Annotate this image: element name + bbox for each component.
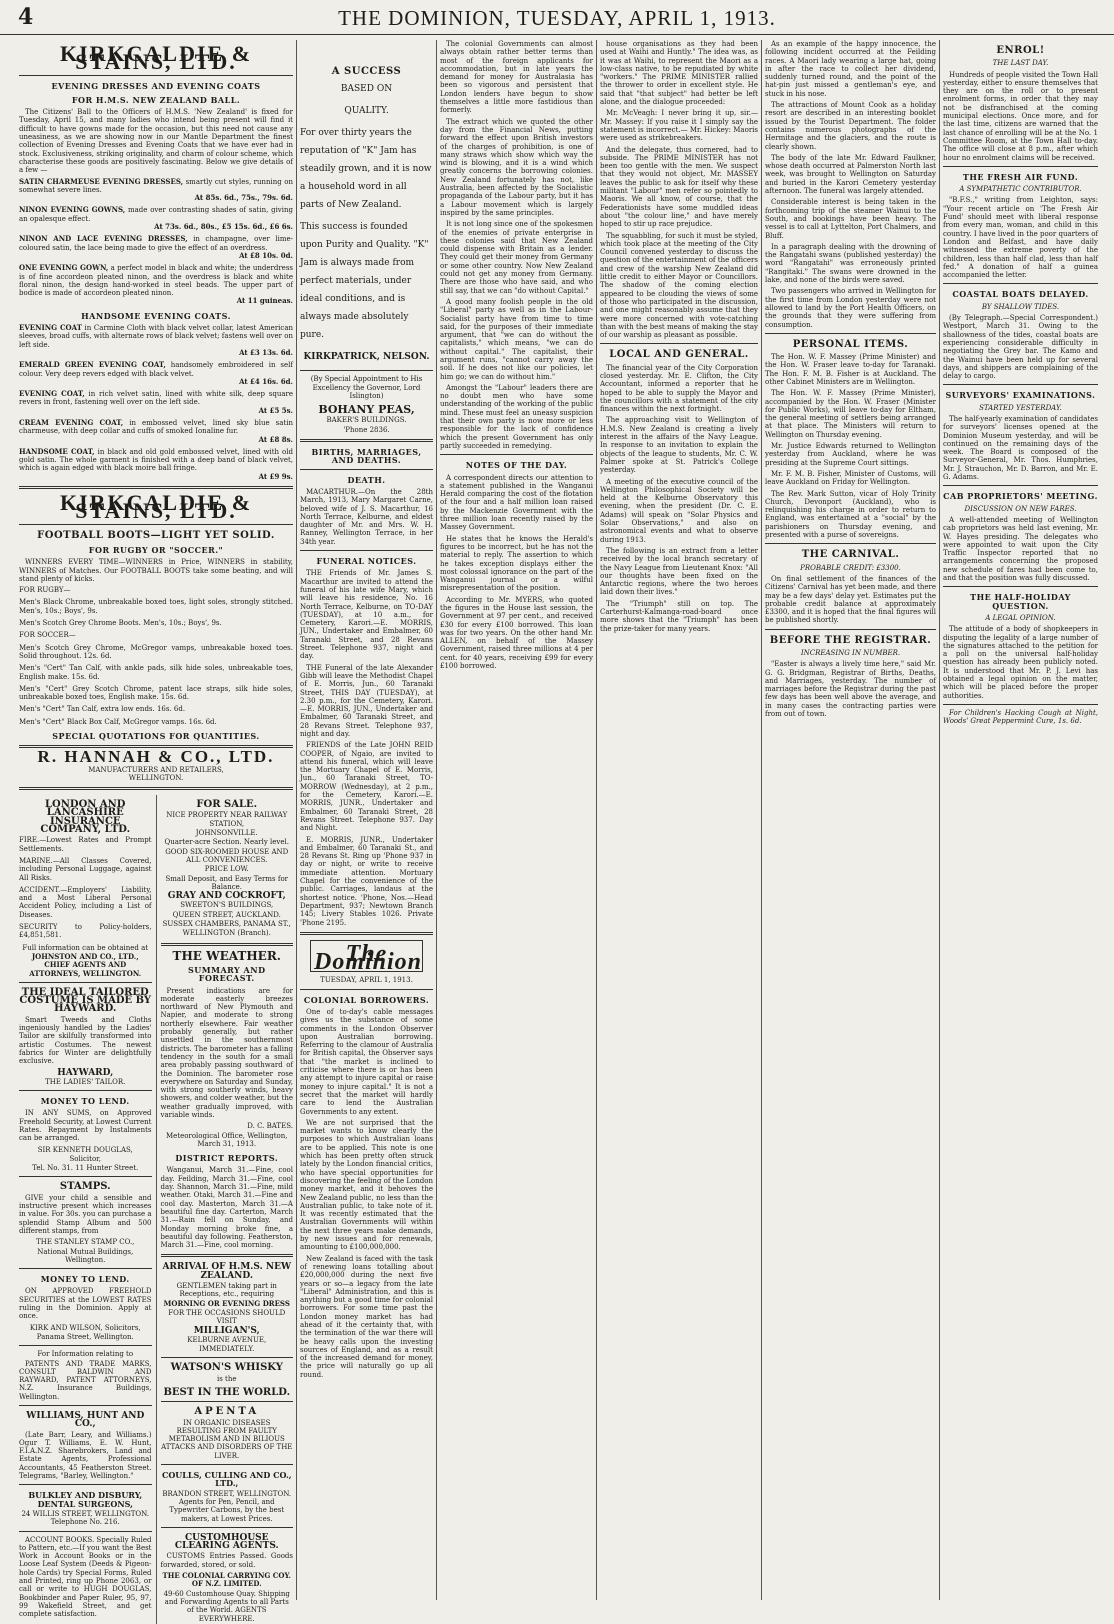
carnival-head: THE CARNIVAL. xyxy=(801,549,900,561)
personal-paragraph: The Rev. Mark Sutton, vicar of Holy Trinity Church, Devonport (Auckland), who is relinquishing his charge in order to return to England, was entertained at a "social" by the parishioners on Thursday evening, and presented with a purse of sovereigns. xyxy=(765,489,936,540)
news-paragraph: Two passengers who arrived in Wellington for the first time from London yesterday were not allowed to land by the Port Health Officers, on the grounds that they were suffering from consumption. xyxy=(765,287,936,329)
list-item: MARINE.—All Classes Covered, including Personal Luggage, against All Risks. xyxy=(19,856,152,882)
for-sale-line: Small Deposit, and Easy Terms for Balance. xyxy=(165,874,289,891)
list-item: ONE EVENING GOWN, a perfect model in black and white; the underdress is of fine accordeon pleated ninon, and the overdress is black and white floral ninon, the design hand-worked in steel beads. The upper part of bodice is made of accordeon pleated ninon. At 11 guineas. xyxy=(19,263,294,306)
dominion-masthead xyxy=(310,940,423,976)
hannah-heading: R. HANNAH & CO., LTD. xyxy=(37,747,275,767)
hannah-line: WELLINGTON. xyxy=(128,773,184,782)
jam-ad-line: QUALITY. xyxy=(344,106,389,117)
arrival-line: GENTLEMEN taking part in Receptions, etc., requiring xyxy=(176,1282,277,1299)
news-paragraph: Mr. McVeagh: I never bring it up, sir.— Mr. Massey: If you raise it I simply say the statement is incorrect.— Mr. Hickey: Maoris were used as strikebreakers. xyxy=(600,109,758,143)
news-paragraph: The body of the late Mr. Edward Faulkner, whose death occurred at Palmerston North last week, was brought to Wellington on Saturday and buried in the Karori Cemetery yesterday afternoon. The funeral was largely attended. xyxy=(765,153,936,196)
coats-subhead: HANDSOME EVENING COATS. xyxy=(81,310,231,321)
london-lancashire-head: LONDON AND LANCASHIRE INSURANCE COMPANY, LTD. xyxy=(40,799,131,836)
funeral-notice: FRIENDS of the Late JOHN REID COOPER, of Ngaio, are invited to attend his funeral, which will leave the Mortuary Chapel of E. Morris, Jun., 60 Taranaki Street, TO-MORROW (Wednesday), at 2 p.m., for the Cemetery, Karori.—E. MORRIS, JUNR., Undertaker and Embalmer, 60 Taranaki Street, 28 Revans Street. Telephone 937. Day and Night. xyxy=(300,741,433,833)
list-item: SECURITY to Policy-holders, £4,851,581. xyxy=(19,923,152,940)
for-sale-line: GRAY AND COCKROFT, xyxy=(167,891,286,902)
registrar-sub: INCREASING IN NUMBER. xyxy=(800,649,901,657)
notes-paragraph: According to Mr. MYERS, who quoted the figures in the House last session, the Government at 97 per cent., and received £30 for every £100 borrowed. This loan was for two years. On the other hand Mr. ALLEN, on behalf of the Massey Government, raised three millions at 4 per cent. for 40 years, receiving £99 for every £100 borrowed. xyxy=(440,595,593,671)
death-notice: MACARTHUR.—On the 28th March, 1913, Mary Margaret Carne, beloved wife of J. S. Macarthur, 16 North Terrace, Kelburne, and eldest daughter of Mr. and Mrs. W. H. Ranney, Wellington Terrace, in her 34th year. xyxy=(300,487,433,546)
special-quotations: SPECIAL QUOTATIONS FOR QUANTITIES. xyxy=(52,731,260,741)
list-item: Men's "Cert" Black Box Calf, McGregor vamps. 16s. 6d. xyxy=(19,717,217,726)
notes-paragraph: He states that he knows the Herald's figures to be incorrect, but he has not the material to reply. The assertion to which he takes exception displays either the most colossal ignorance on the part of the Wanganui journal or a wilful misrepresentation of the position. xyxy=(440,534,593,593)
arrival-head: ARRIVAL OF H.M.S. NEW ZEALAND. xyxy=(162,1262,292,1281)
death-head: DEATH. xyxy=(347,474,386,485)
editorial-paragraph: One of to-day's cable messages gives us the substance of some comments in the London Observer upon Australian borrowing. Referring to the clamour of Australia for British capital, the Observer says that "the market is inclined to criticise where there is or has been any attempt to injure capital or raise money to injure capital." It is not a secret that the market will hardly care to lend the Australian Governments to any extent. xyxy=(300,1008,433,1116)
news-paragraph: Considerable interest is being taken in the forthcoming trip of the steamer Wainui to the South, and bookings have been heavy. The vessel is to call at Lyttelton, Port Chalmers, and Bluff. xyxy=(765,198,936,240)
patents-intro: For Information relating to xyxy=(37,1350,134,1359)
list-item: CREAM EVENING COAT, in embossed velvet, lined sky blue satin charmeuse, with deep collar and cuffs of smoked Ionaline fur. At £8 8s. xyxy=(19,417,294,444)
surveyors-head: SURVEYORS' EXAMINATIONS. xyxy=(945,390,1096,401)
list-item: EVENING COAT in Carmine Cloth with black velvet collar, latest American sleeves, broad cuffs, with alternate rows of black velvet; fastens well over on left side. At £3 13s. 6d. xyxy=(19,323,294,357)
list-item: HANDSOME COAT, in black and old gold embossed velvet, lined with old gold satin. The whole garment is finished with a deep band of black velvet, which is again edged with black moire ball fringe. At £9 9s. xyxy=(19,446,293,481)
for-sale-line: JOHNSONVILLE. xyxy=(195,829,258,838)
news-paragraph: In a paragraph dealing with the drowning of the Rangatahi swans (published yesterday) the word "Rangatahi" was erroneously printed "Rangitaki." The swans were drowned in the lake, and none of the birds were saved. xyxy=(765,242,936,285)
watson-line: WATSON'S WHISKY xyxy=(170,1362,283,1374)
district-body: Wanganui, March 31.—Fine, cool day. Feilding, March 31.—Fine, cool day. Shannon, March 31.—Fine, mild weather. Otaki, March 31.—Fine and cool day. Masterton, March 31.—A beautiful fine day. Carterton, March 31.—Rain fell on Sunday, and Monday morning broke fine, a beautiful day following. Featherston, March 31.—Fine, cool morning. xyxy=(160,1166,293,1250)
list-item: Men's Black Chrome, unbreakable boxed toes, light soles, strongly stitched. Men's, 10s.; Boys', 9s. xyxy=(19,598,293,615)
account-books-body: ACCOUNT BOOKS. Specially Ruled to Pattern, etc.—If you want the Best Work in Account Books or in the Loose Leaf System (Deeds & Pigeon-hole Cards) try Special Forms, Ruled and Printed, ring up Phone 2063, or call or write to HUGH DOUGLAS, Bookbinder and Paper Ruler, 95, 97, 99 Wakefield Street, and get complete satisfaction. xyxy=(19,1535,152,1619)
dress-list xyxy=(19,178,293,306)
jam-ad-line: KIRKPATRICK, NELSON. xyxy=(303,352,430,363)
money-lend-sub: Solicitor, xyxy=(69,1154,101,1163)
registrar-paragraph: "Easter is always a lively time here," said Mr. G. G. Bridgman, Registrar of Births, Deaths, and Marriages, yesterday. The number of marriages before the Registrar during the past few days has been well above the average, and in many cases the contracting parties were from out of town. xyxy=(765,660,936,719)
money-lend-body: IN ANY SUMS, on Approved Freehold Security, at Lowest Current Rates. Repayment by Instalments can be arranged. xyxy=(19,1109,152,1143)
list-item: Men's "Cert" Tan Calf, extra low ends. 16s. 6d. xyxy=(19,705,186,714)
column-personal xyxy=(761,40,939,1600)
list-item: Men's "Cert" Grey Scotch Chrome, patent lace straps, silk hide soles, unbreakable boxed toes, English make. 15s. 6d. xyxy=(19,684,293,702)
registrar-head: BEFORE THE REGISTRAR. xyxy=(769,634,932,646)
column-notices xyxy=(296,40,436,1600)
money-lend-2-addr: Panama Street, Wellington. xyxy=(36,1332,134,1341)
for-sale-head: FOR SALE. xyxy=(196,799,258,811)
list-item: NINON AND LACE EVENING DRESSES, in champagne, over lime-coloured satin, the lace being made to give the effect of an overdress. At £8 10s. 0d. xyxy=(19,234,293,260)
arrival-line: MILLIGAN'S, xyxy=(193,1325,260,1336)
news-paragraph: The squabbling, for such it must be styled, which took place at the meeting of the City Council convened yesterday to discuss the question of the entertainment of the officers and crew of the warship New Zealand did little credit to either Mayor or Councillors. The shadow of the coming election appeared to be clouding the views of some of those who participated in the discussion, and one might reasonably assume that they were more concerned with vote-catching than with the best means of making the stay of our warship as pleasant as possible. xyxy=(600,231,758,340)
money-lend-head: MONEY TO LEND. xyxy=(40,1096,130,1107)
coat-list xyxy=(19,324,293,481)
williams-head: WILLIAMS, HUNT AND CO., xyxy=(26,1411,145,1430)
weather-office: Meteorological Office, Wellington, March 31, 1913. xyxy=(166,1131,288,1148)
jam-ad-line: For over thirty years the reputation of "K" Jam has steadily grown, and it is now a household word in all parts of New Zealand. xyxy=(300,128,432,211)
kirkcaldie-heading: KIRKCALDIE & STAINS, LTD. xyxy=(59,41,253,75)
stamps-name: THE STANLEY STAMP CO., xyxy=(36,1238,135,1247)
customhouse-body: CUSTOMS Entries Passed. Goods forwarded, stored, or sold. xyxy=(160,1552,293,1569)
surveyors-paragraph: The half-yearly examination of candidates for surveyors' licenses opened at the Dominion Museum yesterday, and will be continued on the remaining days of the week. The Board is composed of the Surveyor-General, Mr. Thos. Humphries, Mr. J. Strauchon, Mr. D. Barron, and Mr. E. G. Adams. xyxy=(943,414,1098,482)
arrival-line: IMMEDIATELY. xyxy=(199,1345,255,1354)
agents-intro: Full information can be obtained at xyxy=(22,943,149,952)
small-ads-left xyxy=(19,795,152,1624)
half-holiday-paragraph: The attitude of a body of shopkeepers in disputing the legality of a large number of the signatures attached to the petition for a poll on the universal half-holiday question has already been publicly noted. It is understood that Mr. P. J. Levi has obtained a legal opinion on the matter, which will be placed before the proper authorities. xyxy=(943,625,1098,700)
list-item: ACCIDENT.—Employers' Liability, and a Most Liberal Personal Accident Policy, including a List of Diseases. xyxy=(19,885,152,919)
bohany-phone: 'Phone 2836. xyxy=(343,425,390,434)
page-number: 4 xyxy=(18,4,34,30)
apenta-body: IN ORGANIC DISEASES RESULTING FROM FAULTY METABOLISM AND IN BILIOUS ATTACKS AND DISORDERS OF THE LIVER. xyxy=(161,1418,293,1460)
notes-paragraph: The "Triumph" still on top. The Carterhurst-Kalmanga-road-board once more shows that the "Triumph" has been the prize-taker for many years. xyxy=(600,599,758,633)
money-lend-2-name: KIRK AND WILSON, Solicitors, xyxy=(29,1323,141,1332)
coastal-head: COASTAL BOATS DELAYED. xyxy=(952,289,1089,300)
funeral-notice: E. MORRIS, JUNR., Undertaker and Embalmer, 60 Taranaki St., and 28 Revans St. Ring up 'Phone 937 in day or night, or write to receive immediate attention. Mortuary Chapel for the convenience of the public. Carriages, landaus at the shortest notice. 'Phone, Nos.—Head Department, 937; Newtown Branch 145; Livery Stables 1026. Private 'Phone 2195. xyxy=(300,835,433,927)
carnival-sub: PROBABLE CREDIT: £3300. xyxy=(800,563,901,572)
weather-signature: D. C. BATES. xyxy=(247,1122,293,1131)
hannah-line: MANUFACTURERS AND RETAILERS, xyxy=(88,765,224,774)
list-item: NINON EVENING GOWNS, made over contrasting shades of satin, giving an opalesque effect. At 73s. 6d., 80s., £5 15s. 6d., £6 6s. xyxy=(19,205,293,232)
list-item: Men's "Cert" Tan Calf, with ankle pads, silk hide soles, unbreakable toes, English make. 15s. 6d. xyxy=(19,664,293,681)
column-editorial xyxy=(436,40,596,1600)
jam-ad-line: BASED ON xyxy=(340,84,393,95)
small-ads xyxy=(19,795,293,1624)
rugby-head: FOR RUGBY— xyxy=(19,586,71,595)
local-paragraph: The financial year of the City Corporation closed yesterday. Mr. E. Clifton, the City Accountant, informed a reporter that he hoped to be able to supply the Mayor and the councillors with a statement of the city finances within the next fortnight. xyxy=(600,363,758,414)
money-lend-addr: Tel. No. 31. 11 Hunter Street. xyxy=(32,1164,139,1173)
for-sale-line: Quarter-acre Section. Nearly level. xyxy=(164,838,289,847)
news-paragraph: And the delegate, thus cornered, had to subside. The PRIME MINISTER has not been too gentle with the men. We suspect that they would not object, Mr. MASSEY leaves the public to ask for itself why these militant "Labour" men refer so pointedly to Maoris. We all know, of course, that the Federationists have some muddled ideas about "the colour line," and have merely hoped to stir up race prejudice. xyxy=(600,145,758,229)
customhouse-name: THE COLONIAL CARRYING COY. OF N.Z. LIMITED. xyxy=(162,1571,291,1589)
apenta-head: APENTA xyxy=(194,1406,260,1418)
editorial-head: COLONIAL BORROWERS. xyxy=(303,994,430,1005)
local-paragraph: The approaching visit to Wellington of H.M.S. New Zealand is creating a lively interest in the affairs of the Navy League. In response to an invitation to explain the objects of the league to students, Mr. C. W. Palmer spoke at St. Patrick's College yesterday. xyxy=(600,416,758,475)
personal-head: PERSONAL ITEMS. xyxy=(792,338,909,350)
carnival-paragraph: On final settlement of the finances of the Citizens' Carnival has yet been made, and there may be a few days' delay yet. Estimates put the probable credit balance at approximately £3300, and it is hoped that the final figures will be published shortly. xyxy=(765,574,936,625)
football-intro: WINNERS EVERY TIME—WINNERS in Price, WINNERS in stability, WINNERS of Matches. Our FOOTBALL BOOTS take some beating, and will stand plenty of kicks. xyxy=(19,558,293,583)
weather-subhead: SUMMARY AND FORECAST. xyxy=(187,964,266,984)
bohany-warrant: (By Special Appointment to His Excellency the Governor, Lord Islington) xyxy=(310,375,423,400)
surveyors-sub: STARTED YESTERDAY. xyxy=(979,403,1062,412)
editorial-paragraph: The extract which we quoted the other day from the Financial News, putting forward the effect upon British investors of the charges of prohibition, is one of many straws which show which way the wind is blowing, and it is a wind which greatly concerns the borrowing colonies. New Zealand fortunately has not, like Australia, been affected by the Socialistic propaganda of the Labour party, but it has a Labour movement which is largely inspired by the same principles. xyxy=(440,117,593,217)
rugby-soccer-head: FOR RUGBY OR "SOCCER." xyxy=(88,544,224,555)
editorial-paragraph: It is not long since one of the spokesmen of the enemies of private enterprise in these colonies said that New Zealand could dispense with Britain as a lender. They could get their money from Germany or some other country. Now New Zealand could not get any money from Germany. There are those who have said, and who still say, that we can "do without Capital." xyxy=(440,220,593,295)
kirkcaldie-heading-2: KIRKCALDIE & STAINS, LTD. xyxy=(59,490,253,524)
half-holiday-sub: A LEGAL OPINION. xyxy=(985,613,1056,622)
watson-line: BEST IN THE WORLD. xyxy=(163,1387,291,1398)
for-sale-line: SWEETON'S BUILDINGS, xyxy=(180,901,274,910)
bulkley-head: BULKLEY AND DISBURY, DENTAL SURGEONS, xyxy=(28,1490,143,1509)
coulls-head: COULLS, CULLING AND CO., LTD., xyxy=(161,1470,292,1489)
funeral-notice: THE Funeral of the late Alexander Gibb will leave the Methodist Chapel of E. Morris, Jun., 60 Taranaki Street, THIS DAY (TUESDAY), at 2.30 p.m., for the Cemetery, Karori.—E. MORRIS, JUN., Undertaker and Embalmer, 60 Taranaki Street, and 28 Revans Street. Telephone 937, night and day. xyxy=(300,663,433,738)
stamps-body: GIVE your child a sensible and instructive present which increases in value. For 30s. you can purchase a splendid Stamp Album and 500 different stamps, from xyxy=(19,1193,152,1235)
notes-paragraph: A correspondent directs our attention to a statement published in the Wanganui Herald comparing the cost of the flotation of the four and a half million loan raised by the Mackenzie Government with the three million loan recently raised by the Massey Government. xyxy=(440,473,593,532)
jam-ad-line: This success is founded upon Purity and Quality. "K" Jam is always made from perfect materials, under ideal conditions, and is always made absolutely pure. xyxy=(300,222,429,341)
agents-name: JOHNSTON AND CO., LTD., CHIEF AGENTS AND ATTORNEYS, WELLINGTON. xyxy=(29,951,142,978)
personal-paragraph: The Hon. W. F. Massey (Prime Minister) and the Hon. W. Fraser leave to-day for Taranaki. The Hon. F. M. B. Fisher is at Auckland. The other Cabinet Ministers are in Wellington. xyxy=(765,353,936,386)
bohany-sub: BAKER'S BUILDINGS. xyxy=(326,416,407,425)
funeral-head: FUNERAL NOTICES. xyxy=(316,556,417,567)
column-advertisements-left xyxy=(16,40,296,1623)
newspaper-title: THE DOMINION, TUESDAY, APRIL 1, 1913. xyxy=(338,6,776,30)
cab-sub: DISCUSSION ON NEW FARES. xyxy=(964,504,1077,513)
footer-ad: For Children's Hacking Cough at Night, Woods' Great Peppermint Cure, 1s. 6d. xyxy=(943,708,1098,726)
editorial-paragraph: New Zealand is faced with the task of renewing loans totalling about £20,000,000 during the next five years or so—a legacy from the late "Liberal" Administration, and this is anything but a good time for colonial borrowers. For some time past the London money market has had ahead of it the certainty that, with the termination of the war there will be heavy calls upon the investing sources of England, and as a result of the increased demand for money, the price will naturally go up all round. xyxy=(300,1254,433,1379)
half-holiday-head: THE HALF-HOLIDAY QUESTION. xyxy=(970,592,1071,611)
editorial-paragraph: We are not surprised that the market wants to know clearly the purposes to which Australian loans are to be applied. This note is one which has been pretty often struck lately by the London financial critics, who have special opportunities for discovering the feeling of the London money market, and it behoves the New Zealand public, no less than the Australian public, to take note of it. It was recently estimated that the Australian Governments will within the next three years make demands, by new issues and for renewals, amounting to £100,000,000. xyxy=(300,1118,433,1252)
coulls-body: BRANDON STREET, WELLINGTON. Agents for Pen, Pencil, and Typewriter Carbons, by the best makers, at Lowest Prices. xyxy=(162,1489,292,1523)
news-paragraph: As an example of the happy innocence, the following incident occurred at the Feilding races. A Maori lady wearing a large hat, going in after the race to collect her dividend, suddenly turned round, and the point of the hat-pin just missed a gentleman's eye, and stuck in his nose. xyxy=(765,40,936,98)
small-ads-right xyxy=(156,795,294,1624)
news-paragraph: house organisations as they had been used at Waihi and Huntly." The idea was, as it was at Waihi, to represent the Maori as a low-class native, to be repudiated by white "workers." The PRIME MINISTER rallied the thrower to order in excellent style. He said that "that subject" had better be left alone, and the dialogue proceeded: xyxy=(600,40,758,107)
cab-head: CAB PROPRIETORS' MEETING. xyxy=(943,491,1098,502)
evening-dresses-subhead: EVENING DRESSES AND EVENING COATS xyxy=(51,80,261,91)
list-item: EVENING COAT, in rich velvet satin, lined with white silk, deep square revers in front, fastening well over on the left side. At £5 5s. xyxy=(19,389,293,415)
for-sale-line: SUSSEX CHAMBERS, PANAMA ST., xyxy=(162,920,291,929)
list-item: Men's Scotch Grey Chrome Boots. Men's, 10s.; Boys', 9s. xyxy=(19,619,222,628)
dominion-logo: The Dominion xyxy=(314,940,423,976)
football-boots-head: FOOTBALL BOOTS—LIGHT YET SOLID. xyxy=(37,529,275,541)
list-item: SATIN CHARMEUSE EVENING DRESSES, smartly cut styles, running on somewhat severe lines. At 85s. 6d., 75s., 79s. 6d. xyxy=(19,176,294,203)
arrival-line: KELBURNE AVENUE, xyxy=(187,1335,267,1344)
for-sale-line: GOOD SIX-ROOMED HOUSE AND ALL CONVENIENCES. xyxy=(165,847,289,864)
hayward-head: THE IDEAL TAILORED COSTUME IS MADE BY HAYWARD. xyxy=(19,986,152,1015)
editorial-paragraph: The colonial Governments can almost always obtain rather better terms than most of the foreign applicants for accommodation, but in late years the demand for money for Australasia has been so vigorous and persistent that London lenders have begun to show themselves a little more fastidious than formerly. xyxy=(440,40,593,115)
coastal-sub: BY SHALLOW TIDES. xyxy=(981,302,1060,311)
list-item: EMERALD GREEN EVENING COAT, handsomely embroidered in self colour. Very deep revers edged with black velvet. At £4 16s. 6d. xyxy=(19,360,293,386)
hayward-name: HAYWARD, xyxy=(57,1067,114,1078)
williams-body: (Late Barr, Leary, and Williams.) Ogur T. Williams, E. W. Hunt, F.I.A.N.Z. Sharebrokers, Land and Estate Agents, Professional Accountants, 45 Featherston Street. Telegrams, "Barley, Wellington." xyxy=(19,1430,152,1481)
fresh-air-paragraph: "B.F.S.," writing from Leighton, says: "Your recent article on 'The Fresh Air Fund' should meet with liberal response from every man, woman, and child in this country. I have lived in the poor quarters of London and Belfast, and have daily witnessed the extreme poverty of the children, less than half clad, less than half fed." A donation of half a guinea accompanied the letter. xyxy=(943,196,1098,280)
bulkley-addr: 24 WILLIS STREET, WELLINGTON. Telephone No. 216. xyxy=(21,1509,150,1527)
enrol-head: ENROL! xyxy=(996,45,1045,56)
enrol-sub: THE LAST DAY. xyxy=(992,59,1049,68)
local-head: LOCAL AND GENERAL. xyxy=(609,349,749,361)
cab-paragraph: A well-attended meeting of Wellington cab proprietors was held last evening, Mr. W. Hayes presiding. The delegates who were appointed to wait upon the City Traffic Inspector reported that no arrangements concerning the proposed new schedule of fares had been come to, and that the position was fully discussed. xyxy=(943,515,1098,583)
stamps-addr: National Mutual Buildings, Wellington. xyxy=(37,1247,134,1264)
funeral-notice: THE Friends of Mr. James S. Macarthur are invited to attend the funeral of his late wife Mary, which will leave his residence, No. 16 North Terrace, Kelburne, on TO-DAY (TUESDAY), at 10 a.m., for Cemetery, Karori.—E. MORRIS, JUN., Undertaker and Embalmer, 60 Taranaki Street, and 28 Revans Street. Telephone 937, night and day. xyxy=(300,569,433,661)
bmd-head: BIRTHS, MARRIAGES, AND DEATHS. xyxy=(311,447,422,466)
money-lend-name: SIR KENNETH DOUGLAS, xyxy=(37,1145,133,1154)
personal-paragraph: Mr. Justice Edwards returned to Wellington yesterday from Auckland, where he was presiding at the Supreme Court sittings. xyxy=(765,442,936,467)
news-paragraph: The attractions of Mount Cook as a holiday resort are described in an interesting booklet issued by the Tourist Department. The folder contains numerous photographs of the Hermitage and the glaciers, and the route is clearly shown. xyxy=(765,101,936,151)
list-item: FIRE.—Lowest Rates and Prompt Settlements. xyxy=(19,836,152,853)
money-lend-2-head: MONEY TO LEND. xyxy=(40,1274,130,1285)
column-right xyxy=(939,40,1101,1600)
list-item: Men's Scotch Grey Chrome, McGregor vamps, unbreakable boxed toes. Solid throughout. 12s. 6d. xyxy=(19,643,293,660)
dominion-date: TUESDAY, APRIL 1, 1913. xyxy=(320,976,413,985)
notes-head: NOTES OF THE DAY. xyxy=(465,460,568,471)
arrival-line: MORNING OR EVENING DRESS xyxy=(163,1298,290,1308)
money-lend-2-body: ON APPROVED FREEHOLD SECURITIES at the LOWEST RATES ruling in the Dominion. Apply at once. xyxy=(19,1287,152,1321)
kirkcaldie-intro: The Citizens' Ball to the Officers of H.M.S. 'New Zealand' is fixed for Tuesday, April 15, and many ladies who intend being present will find it difficult to have gowns made for the occasion, but this need not cause any uneasiness, as we are showing now in our Mantle Department the finest collection of Evening Dresses and Evening Coats that we have ever had in stock. Exclusiveness, striking originality, and charm of colour scheme, which characterise these goods are positively fascinating. Below we give details of a few — xyxy=(19,108,293,175)
for-sale-line: QUEEN STREET, AUCKLAND. xyxy=(172,910,281,919)
arrival-line: FOR THE OCCASIONS SHOULD VISIT xyxy=(168,1308,286,1326)
customhouse-tail: 49-60 Customhouse Quay. Shipping and Forwarding Agents to all Parts of the World. AGENTS EVERYWHERE. xyxy=(163,1589,290,1623)
district-head: DISTRICT REPORTS. xyxy=(175,1153,279,1164)
personal-paragraph: Mr. F. M. B. Fisher, Minister of Customs, will leave Auckland on Friday for Wellington. xyxy=(765,469,936,487)
personal-paragraph: The Hon. W. F. Massey (Prime Minister), accompanied by the Hon. W. Fraser (Minister for Public Works), will leave to-day for Eltham, the general meeting of settlers being arranged at that place. The Ministers will return to Wellington on Thursday evening. xyxy=(765,389,936,439)
hayward-sub: THE LADIES' TAILOR. xyxy=(45,1077,126,1086)
soccer-head: FOR SOCCER— xyxy=(19,631,76,640)
weather-body: Present indications are for moderate easterly breezes northward of New Plymouth and Napier, and moderate to strong northerly elsewhere. Fair weather probably generally, but rather unsettled in the southernmost districts. The barometer has a falling tendency in the south for a small area probably passing southward of the Dominion. The barometer rose everywhere on Saturday and Sunday, with strong southerly winds, heavy showers, and colder weather, but the weather gradually improved, with variable winds. xyxy=(160,986,293,1119)
for-sale-line: WELLINGTON (Branch). xyxy=(182,929,271,938)
local-paragraph: The following is an extract from a letter received by the local branch secretary of the Navy League from Lieutenant Knox: "All our thoughts have been fixed on the Antarctic regions, where the two heroes laid down their lives." xyxy=(600,546,758,597)
editorial-paragraph: A good many foolish people in the old "Liberal" party as well as in the Labour-Socialist party have from time to time said, for the purposes of their immediate argument, that "we can do without the capitalists," which means, "we can do without capital." The capitalist, their argument runs, "cannot carry away the soil. If he does not like our policies, let him go; we can do without him." xyxy=(440,297,593,381)
weather-head: THE WEATHER. xyxy=(172,948,281,963)
fresh-air-sub: A SYMPATHETIC CONTRIBUTOR. xyxy=(959,185,1082,194)
for-sale-line: NICE PROPERTY NEAR RAILWAY STATION, xyxy=(166,811,288,828)
hayward-body: Smart Tweeds and Cloths ingeniously handled by the Ladies' Tailor are skilfully transformed into artistic Costumes. The newest fabrics for Winter are delightfully exclusive. xyxy=(19,1015,152,1066)
fresh-air-head: THE FRESH AIR FUND. xyxy=(962,171,1079,182)
customhouse-head: CUSTOMHOUSE CLEARING AGENTS. xyxy=(174,1532,279,1552)
masthead xyxy=(0,0,1114,35)
jam-ad-title: A SUCCESS xyxy=(331,66,402,77)
editorial-paragraph: Amongst the "Labour" leaders there are no doubt men who have some understanding of the working of the public mind. These must feel an uneasy suspicion that their own party is now more or less responsible for the lack of confidence which the present Government has only partly succeeded in remedying. xyxy=(440,383,593,450)
watson-line: is the xyxy=(216,1374,237,1383)
patents-body: PATENTS AND TRADE MARKS, CONSULT BALDWIN AND RAYWARD, PATENT ATTORNEYS, N.Z. Insurance Buildings, Wellington. xyxy=(19,1359,152,1401)
bohany-name: BOHANY PEAS, xyxy=(318,403,415,417)
stamps-head: STAMPS. xyxy=(59,1181,111,1193)
enrol-paragraph: Hundreds of people visited the Town Hall yesterday, either to ensure themselves that they are on the roll or to present enrolment forms, in order that they may not be disfranchised at the coming municipal elections. Once more, and for the last time, citizens are warned that the last chance of enrolling will be at the No. 1 Committee Room, at the Town Hall to-day. The office will close at 8 p.m., after which hour no enrolment claims will be received. xyxy=(943,70,1098,162)
coastal-paragraph: (By Telegraph.—Special Correspondent.) Westport, March 31. Owing to the shallowness of the tides, coastal boats are experiencing considerable difficulty in negotiating the Grey bar. The Kamo and the Wainui have been held up for several days, and shippers are complaining of the delay to cargo. xyxy=(943,314,1098,381)
for-sale-line: PRICE LOW. xyxy=(204,865,249,874)
local-paragraph: A meeting of the executive council of the Wellington Philosophical Society will be held at the Kelburne Observatory this evening, when the president (Dr. C. E. Adams) will speak on "Solar Physics and Solar Observations," and also on astronomical events and what to observe during 1913. xyxy=(600,477,758,544)
column-news xyxy=(596,40,761,1600)
ball-subhead: FOR H.M.S. NEW ZEALAND BALL. xyxy=(71,94,241,105)
